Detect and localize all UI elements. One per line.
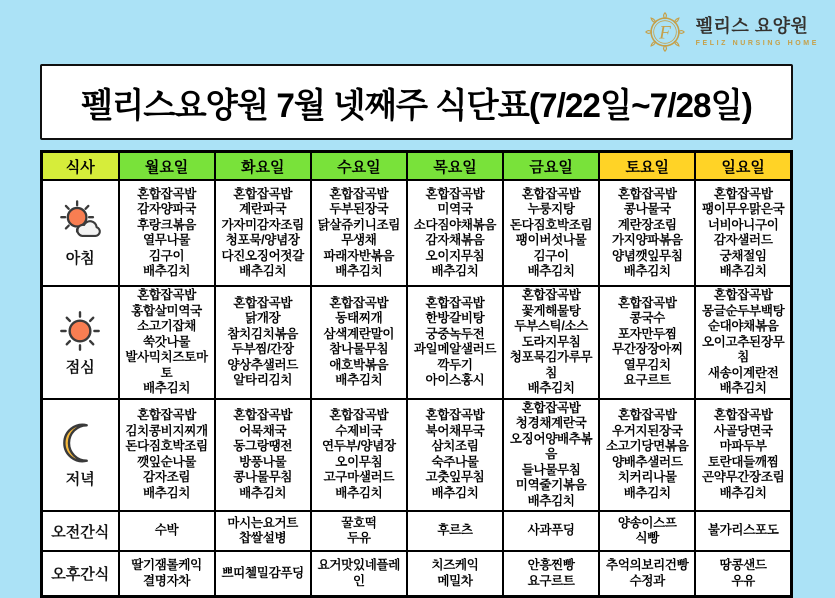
menu-item: 깍두기 xyxy=(437,357,473,372)
meal-label-cell-breakfast xyxy=(42,180,119,286)
snack-item: 안흥찐빵 xyxy=(527,558,575,572)
menu-item: 무생채 xyxy=(341,233,377,247)
menu-item: 오징어양배추볶음 xyxy=(509,431,593,461)
menu-cell-dinner-day7 xyxy=(695,399,791,512)
meal-label-lunch: 점심 xyxy=(65,358,95,376)
menu-cell-lunch-day4 xyxy=(407,286,503,399)
menu-item: 계란파국 xyxy=(239,202,287,216)
snack-item: 불가리스포도 xyxy=(707,523,779,538)
menu-item: 청포묵/양념장 xyxy=(225,233,300,247)
menu-cell-breakfast-day7 xyxy=(695,180,791,286)
menu-item: 과일메알샐러드 xyxy=(413,342,497,357)
meal-label-breakfast: 아침 xyxy=(65,249,95,267)
menu-item: 감자샐러드 xyxy=(713,233,773,247)
menu-item: 우거지된장국 xyxy=(611,423,683,438)
menu-item: 혼합잡곡밥 xyxy=(521,400,581,415)
menu-item: 꽃게해물탕 xyxy=(521,303,581,318)
menu-item: 후랑크볶음 xyxy=(137,217,197,232)
menu-item: 오이지무침 xyxy=(425,248,485,263)
menu-item: 배추김치 xyxy=(431,264,479,278)
menu-item: 도라지무침 xyxy=(521,334,581,349)
menu-item: 삼치조림 xyxy=(431,439,479,454)
menu-item: 혼합잡곡밥 xyxy=(329,408,389,423)
menu-item: 소고기당면볶음 xyxy=(606,439,689,454)
menu-item: 어묵채국 xyxy=(239,423,287,438)
menu-item: 혼합잡곡밥 xyxy=(521,288,581,302)
menu-item: 삼색계란말이 xyxy=(323,326,395,341)
snack-item: 사과푸딩 xyxy=(527,523,575,538)
sun-cloud-icon xyxy=(43,199,118,245)
menu-item: 가자미감자조림 xyxy=(221,217,304,232)
menu-cell-breakfast-day2 xyxy=(215,180,311,286)
menu-table xyxy=(40,150,793,598)
snack-item: 우유 xyxy=(731,573,755,588)
menu-item: 궁채절임 xyxy=(719,248,767,263)
menu-item: 사골당면국 xyxy=(713,423,773,438)
title-banner xyxy=(40,64,793,140)
menu-item: 혼합잡곡밥 xyxy=(617,408,677,423)
menu-cell-lunch-day5 xyxy=(503,286,599,399)
menu-item: 배추김치 xyxy=(623,264,671,278)
menu-item: 배추김치 xyxy=(335,264,383,278)
menu-item: 알타리김치 xyxy=(233,373,293,388)
menu-cell-lunch-day3 xyxy=(311,286,407,399)
menu-item: 소고기잡채 xyxy=(137,319,197,333)
menu-item: 혼합잡곡밥 xyxy=(617,186,677,201)
menu-item: 배추김치 xyxy=(623,485,671,500)
menu-item: 가지양파볶음 xyxy=(611,233,683,247)
menu-item: 배추김치 xyxy=(239,264,287,278)
snack-cell-morning-snack-day6 xyxy=(599,511,695,551)
snack-cell-morning-snack-day7 xyxy=(695,511,791,551)
menu-item: 한방갈비탕 xyxy=(425,311,485,326)
menu-item: 청포묵김가루무침 xyxy=(509,350,593,380)
moon-icon xyxy=(43,420,118,466)
menu-cell-lunch-day1 xyxy=(119,286,215,399)
menu-item: 청경채계란국 xyxy=(515,416,587,430)
menu-item: 혼합잡곡밥 xyxy=(713,288,773,302)
brand-name: 펠리스 요양원 xyxy=(695,15,809,36)
menu-item: 연두부/양념장 xyxy=(321,439,396,454)
menu-item: 혼합잡곡밥 xyxy=(713,186,773,201)
menu-item: 고구마샐러드 xyxy=(323,470,395,485)
snack-item: 치즈케익 xyxy=(431,558,479,572)
menu-item: 혼합잡곡밥 xyxy=(329,186,389,201)
snack-item: 결명자차 xyxy=(143,573,191,588)
menu-item: 동태찌개 xyxy=(335,311,383,326)
menu-item: 마파두부 xyxy=(719,439,767,454)
menu-item: 포자만두찜 xyxy=(617,326,677,341)
menu-item: 미역줄기볶음 xyxy=(515,478,587,492)
meal-column-header: 식사 xyxy=(42,152,119,181)
menu-item: 혼합잡곡밥 xyxy=(137,288,197,302)
menu-item: 요구르트 xyxy=(623,373,671,388)
menu-item: 오이무침 xyxy=(335,454,383,469)
menu-item: 배추김치 xyxy=(527,264,575,278)
menu-item: 돈다짐호박조림 xyxy=(125,439,208,454)
menu-item: 너비아니구이 xyxy=(707,217,779,232)
snack-item: 양송이스프 xyxy=(617,515,677,530)
day-header-1: 월요일 xyxy=(119,152,215,181)
menu-item: 수제비국 xyxy=(335,423,383,438)
menu-item: 배추김치 xyxy=(431,485,479,500)
snack-cell-morning-snack-day1 xyxy=(119,511,215,551)
menu-cell-dinner-day6 xyxy=(599,399,695,512)
snack-item: 쁘띠첼밀감푸딩 xyxy=(221,565,304,580)
menu-item: 궁중녹두전 xyxy=(425,326,485,341)
snack-item: 수박 xyxy=(154,523,179,538)
menu-item: 누룽지탕 xyxy=(527,202,575,216)
day-header-5: 금요일 xyxy=(503,152,599,181)
menu-item: 감자양파국 xyxy=(137,202,197,216)
meal-row-lunch xyxy=(42,286,792,399)
menu-item: 혼합잡곡밥 xyxy=(137,186,197,201)
menu-item: 계란장조림 xyxy=(617,217,677,232)
menu-item: 몽글순두부백탕 xyxy=(701,303,785,318)
snack-label-cell-afternoon-snack: 오후간식 xyxy=(42,551,119,597)
menu-item: 팽이버섯나물 xyxy=(515,233,587,247)
menu-item: 쑥갓나물 xyxy=(143,334,191,349)
menu-item: 김치콩비지찌개 xyxy=(125,423,208,438)
menu-item: 토란대들깨찜 xyxy=(707,454,779,469)
menu-item: 다진오징어젓갈 xyxy=(221,248,304,263)
day-header-6: 토요일 xyxy=(599,152,695,181)
snack-cell-morning-snack-day5 xyxy=(503,511,599,551)
menu-item: 배추김치 xyxy=(143,381,191,395)
menu-item: 혼합잡곡밥 xyxy=(425,186,485,201)
menu-item: 혼합잡곡밥 xyxy=(329,295,389,310)
menu-item: 콩나물무침 xyxy=(233,470,293,485)
menu-item: 두부된장국 xyxy=(329,202,389,216)
menu-item: 콩국수 xyxy=(629,311,665,326)
snack-cell-morning-snack-day3 xyxy=(311,511,407,551)
menu-cell-lunch-day7 xyxy=(695,286,791,399)
menu-item: 새송이계란전 xyxy=(707,365,779,380)
menu-item: 두부찜/간장 xyxy=(231,342,294,357)
brand-subtitle: FELIZ NURSING HOME xyxy=(695,39,819,47)
snack-row-morning-snack xyxy=(42,511,792,551)
menu-item: 배추김치 xyxy=(719,381,767,395)
snack-item: 후르츠 xyxy=(437,523,473,538)
menu-cell-breakfast-day4 xyxy=(407,180,503,286)
snack-item: 땅콩샌드 xyxy=(719,558,767,572)
menu-item: 혼합잡곡밥 xyxy=(713,408,773,423)
snack-cell-morning-snack-day4 xyxy=(407,511,503,551)
menu-item: 깻잎순나물 xyxy=(137,454,197,469)
menu-item: 혼합잡곡밥 xyxy=(233,186,293,201)
snack-item: 두유 xyxy=(347,531,371,545)
day-header-2: 화요일 xyxy=(215,152,311,181)
day-header-4: 목요일 xyxy=(407,152,503,181)
menu-item: 배추김치 xyxy=(719,485,767,500)
menu-item: 닭살쥬키니조림 xyxy=(317,217,401,232)
menu-item: 혼합잡곡밥 xyxy=(425,408,485,423)
snack-cell-morning-snack-day2 xyxy=(215,511,311,551)
day-header-7: 일요일 xyxy=(695,152,791,181)
menu-item: 양배추샐러드 xyxy=(611,454,683,469)
menu-item: 방풍나물 xyxy=(239,454,287,469)
menu-item: 북어채무국 xyxy=(425,423,485,438)
brand-logo xyxy=(642,9,819,55)
menu-item: 참치김치볶음 xyxy=(227,326,299,341)
menu-item: 혼합잡곡밥 xyxy=(233,295,293,310)
menu-cell-breakfast-day3 xyxy=(311,180,407,286)
menu-item: 콩나물국 xyxy=(623,202,671,216)
menu-item: 김구이 xyxy=(533,248,569,263)
menu-item: 배추김치 xyxy=(527,381,575,395)
menu-item: 치커리나물 xyxy=(617,470,677,485)
menu-cell-breakfast-day5 xyxy=(503,180,599,286)
menu-item: 배추김치 xyxy=(527,493,575,508)
menu-item: 배추김치 xyxy=(335,373,383,388)
snack-item: 요거맛있네플레인 xyxy=(317,558,401,588)
menu-item: 미역국 xyxy=(437,202,473,216)
sun-icon xyxy=(43,308,118,354)
menu-item: 양념깻잎무침 xyxy=(611,248,683,263)
menu-item: 배추김치 xyxy=(239,485,287,500)
menu-item: 닭개장 xyxy=(245,311,281,326)
meal-row-dinner xyxy=(42,399,792,512)
table-header-row xyxy=(42,152,792,181)
menu-item: 혼합잡곡밥 xyxy=(617,295,677,310)
meal-label-cell-lunch xyxy=(42,286,119,399)
menu-item: 오이고추된장무침 xyxy=(701,334,785,364)
menu-cell-breakfast-day1 xyxy=(119,180,215,286)
menu-item: 배추김치 xyxy=(143,485,191,500)
menu-item: 숙주나물 xyxy=(431,454,479,469)
menu-item: 애호박볶음 xyxy=(329,357,389,372)
menu-cell-lunch-day6 xyxy=(599,286,695,399)
menu-cell-dinner-day3 xyxy=(311,399,407,512)
snack-item: 찹쌀설병 xyxy=(239,531,287,545)
menu-item: 양상추샐러드 xyxy=(227,357,299,372)
menu-item: 감자조림 xyxy=(143,470,191,485)
menu-cell-breakfast-day6 xyxy=(599,180,695,286)
menu-item: 두부스틱/소스 xyxy=(514,319,589,333)
menu-cell-dinner-day2 xyxy=(215,399,311,512)
menu-item: 순대야채볶음 xyxy=(707,319,779,333)
page-title: 펠리스요양원 7월 넷째주 식단표(7/22일~7/28일) xyxy=(80,86,753,125)
menu-item: 열무김치 xyxy=(623,357,671,372)
menu-item: 동그랑땡전 xyxy=(233,439,293,454)
menu-cell-dinner-day1 xyxy=(119,399,215,512)
menu-item: 팽이무우맑은국 xyxy=(701,202,785,216)
meal-label-cell-dinner xyxy=(42,399,119,512)
meal-row-breakfast xyxy=(42,180,792,286)
menu-item: 혼합잡곡밥 xyxy=(233,408,293,423)
menu-item: 들나물무침 xyxy=(521,462,581,477)
snack-item: 수정과 xyxy=(629,573,665,588)
menu-cell-dinner-day4 xyxy=(407,399,503,512)
snack-item: 꿀호떡 xyxy=(341,515,377,530)
menu-item: 홍합살미역국 xyxy=(131,303,202,318)
menu-item: 혼합잡곡밥 xyxy=(521,186,581,201)
snack-label-cell-morning-snack: 오전간식 xyxy=(42,511,119,551)
menu-item: 곤약무간장조림 xyxy=(701,470,785,485)
menu-item: 혼합잡곡밥 xyxy=(425,295,485,310)
snack-item: 메밀차 xyxy=(437,573,473,588)
menu-item: 참나물무침 xyxy=(329,342,389,357)
snack-item: 마시는요거트 xyxy=(227,515,299,530)
menu-cell-lunch-day2 xyxy=(215,286,311,399)
menu-item: 배추김치 xyxy=(719,264,767,278)
menu-item: 발사믹치즈토마토 xyxy=(125,350,208,380)
menu-item: 무간장장아찌 xyxy=(611,342,683,357)
menu-item: 파래자반볶음 xyxy=(323,248,395,263)
menu-item: 열무나물 xyxy=(143,233,191,247)
svg-text:F: F xyxy=(658,22,671,44)
menu-item: 김구이 xyxy=(148,248,185,263)
meal-label-dinner: 저녁 xyxy=(65,471,95,489)
snack-item: 추억의보리건빵 xyxy=(606,558,689,572)
snack-item: 딸기잼롤케익 xyxy=(131,558,202,572)
menu-cell-dinner-day5 xyxy=(503,399,599,512)
menu-item: 돈다짐호박조림 xyxy=(509,217,593,232)
menu-item: 아이스홍시 xyxy=(425,373,485,388)
felis-monogram-icon xyxy=(642,9,688,55)
menu-item: 감자채볶음 xyxy=(425,233,485,247)
menu-item: 배추김치 xyxy=(143,264,191,278)
menu-item: 혼합잡곡밥 xyxy=(137,408,197,423)
menu-item: 배추김치 xyxy=(335,485,383,500)
snack-item: 식빵 xyxy=(635,531,660,545)
menu-item: 소다짐야채볶음 xyxy=(413,217,497,232)
day-header-3: 수요일 xyxy=(311,152,407,181)
menu-table-body xyxy=(42,180,792,597)
snack-item: 요구르트 xyxy=(527,573,575,588)
menu-item: 고춧잎무침 xyxy=(425,470,485,485)
